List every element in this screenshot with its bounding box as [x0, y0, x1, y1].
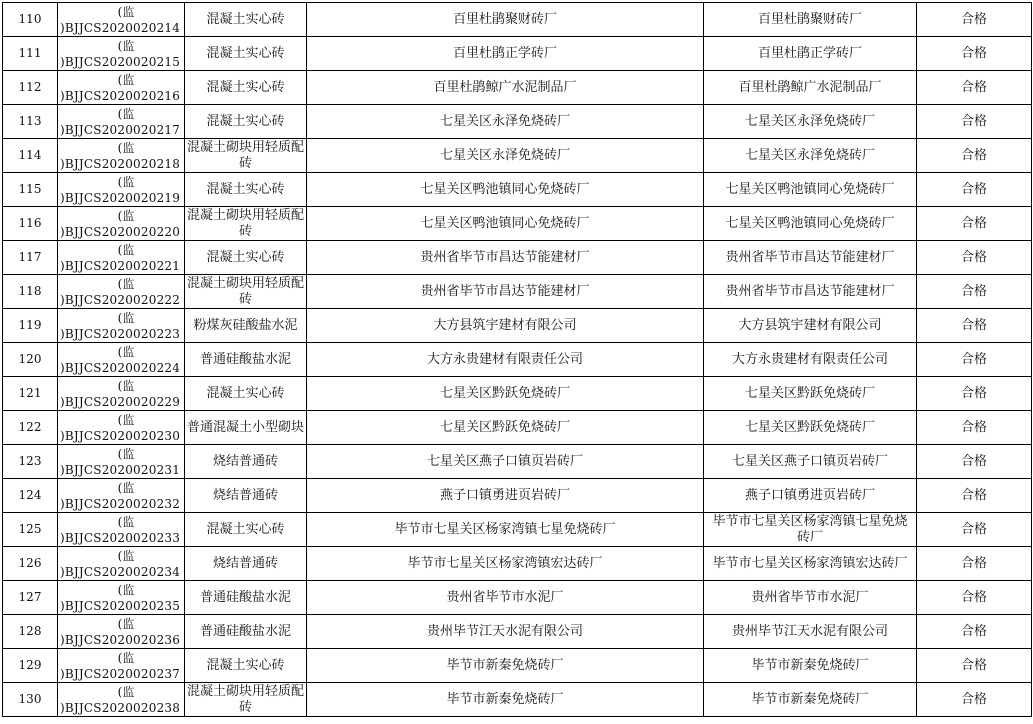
row-index-cell: 115 [3, 173, 58, 207]
result-cell: 合格 [917, 513, 1032, 547]
product-name-cell: 混凝土砌块用轻质配砖 [185, 139, 307, 173]
sampled-unit-cell: 百里杜鹃聚财砖厂 [704, 3, 917, 37]
result-cell: 合格 [917, 3, 1032, 37]
sample-code-number: )BJJCS2020020224 [60, 360, 181, 375]
table-body [3, 3, 1032, 717]
sample-code-cell [58, 683, 185, 717]
sample-code-prefix: (监 [117, 616, 135, 631]
product-name-cell: 普通硅酸盐水泥 [185, 343, 307, 377]
sampled-unit-cell: 大方永贵建材有限责任公司 [704, 343, 917, 377]
table-row [3, 241, 1032, 275]
product-name-cell: 混凝土实心砖 [185, 173, 307, 207]
row-index-cell: 118 [3, 275, 58, 309]
result-cell: 合格 [917, 683, 1032, 717]
sampled-unit-cell: 七星关区永泽免烧砖厂 [704, 139, 917, 173]
sample-code-number: )BJJCS2020020215 [60, 54, 181, 69]
product-name-cell: 烧结普通砖 [185, 479, 307, 513]
sample-code-prefix: (监 [117, 72, 135, 87]
sample-code-number: )BJJCS2020020229 [60, 394, 181, 409]
inspection-results-table [2, 2, 1032, 717]
result-cell: 合格 [917, 173, 1032, 207]
sample-code-prefix: (监 [117, 242, 135, 257]
manufacturer-cell: 七星关区鸭池镇同心免烧砖厂 [307, 173, 704, 207]
sample-code-number: )BJJCS2020020223 [60, 326, 181, 341]
row-index-cell: 119 [3, 309, 58, 343]
product-name-cell: 混凝土实心砖 [185, 105, 307, 139]
sampled-unit-cell: 七星关区鸭池镇同心免烧砖厂 [704, 207, 917, 241]
manufacturer-cell: 七星关区燕子口镇页岩砖厂 [307, 445, 704, 479]
sample-code-cell [58, 105, 185, 139]
manufacturer-cell: 百里杜鹃聚财砖厂 [307, 3, 704, 37]
sampled-unit-cell: 贵州省毕节市昌达节能建材厂 [704, 275, 917, 309]
product-name-cell: 粉煤灰硅酸盐水泥 [185, 309, 307, 343]
product-name-cell: 普通硅酸盐水泥 [185, 615, 307, 649]
sample-code-cell [58, 343, 185, 377]
sample-code-number: )BJJCS2020020234 [60, 564, 181, 579]
table-row [3, 309, 1032, 343]
sample-code-prefix: (监 [117, 344, 135, 359]
product-name-cell: 混凝土实心砖 [185, 37, 307, 71]
product-name-cell: 混凝土实心砖 [185, 3, 307, 37]
sample-code-number: )BJJCS2020020220 [60, 224, 181, 239]
manufacturer-cell: 毕节市七星关区杨家湾镇宏达砖厂 [307, 547, 704, 581]
sampled-unit-cell: 毕节市新秦免烧砖厂 [704, 683, 917, 717]
sample-code-cell [58, 275, 185, 309]
sample-code-number: )BJJCS2020020231 [60, 462, 181, 477]
sample-code-cell [58, 309, 185, 343]
sample-code-number: )BJJCS2020020232 [60, 496, 181, 511]
sampled-unit-cell: 贵州毕节江天水泥有限公司 [704, 615, 917, 649]
row-index-cell: 117 [3, 241, 58, 275]
sample-code-prefix: (监 [117, 4, 135, 19]
manufacturer-cell: 七星关区黔跃免烧砖厂 [307, 411, 704, 445]
sample-code-number: )BJJCS2020020236 [60, 632, 181, 647]
sample-code-cell [58, 207, 185, 241]
manufacturer-cell: 贵州毕节江天水泥有限公司 [307, 615, 704, 649]
sample-code-cell [58, 479, 185, 513]
table-row [3, 411, 1032, 445]
sample-code-cell [58, 377, 185, 411]
sample-code-prefix: (监 [117, 514, 135, 529]
table-row [3, 207, 1032, 241]
sample-code-cell [58, 173, 185, 207]
sampled-unit-cell: 百里杜鹃正学砖厂 [704, 37, 917, 71]
row-index-cell: 111 [3, 37, 58, 71]
product-name-cell: 混凝土砌块用轻质配砖 [185, 683, 307, 717]
sampled-unit-cell: 七星关区鸭池镇同心免烧砖厂 [704, 173, 917, 207]
table-row [3, 547, 1032, 581]
sample-code-prefix: (监 [117, 684, 135, 699]
result-cell: 合格 [917, 241, 1032, 275]
sampled-unit-cell: 毕节市七星关区杨家湾镇七星免烧砖厂 [704, 513, 917, 547]
product-name-cell: 混凝土实心砖 [185, 71, 307, 105]
sampled-unit-cell: 贵州省毕节市昌达节能建材厂 [704, 241, 917, 275]
sample-code-number: )BJJCS2020020222 [60, 292, 181, 307]
sample-code-cell [58, 139, 185, 173]
sample-code-prefix: (监 [117, 650, 135, 665]
manufacturer-cell: 毕节市新秦免烧砖厂 [307, 683, 704, 717]
result-cell: 合格 [917, 649, 1032, 683]
sample-code-prefix: (监 [117, 140, 135, 155]
table-row [3, 3, 1032, 37]
result-cell: 合格 [917, 139, 1032, 173]
manufacturer-cell: 七星关区永泽免烧砖厂 [307, 139, 704, 173]
manufacturer-cell: 毕节市新秦免烧砖厂 [307, 649, 704, 683]
sample-code-prefix: (监 [117, 38, 135, 53]
result-cell: 合格 [917, 445, 1032, 479]
result-cell: 合格 [917, 581, 1032, 615]
sample-code-cell [58, 445, 185, 479]
product-name-cell: 混凝土实心砖 [185, 649, 307, 683]
sample-code-cell [58, 71, 185, 105]
row-index-cell: 127 [3, 581, 58, 615]
result-cell: 合格 [917, 479, 1032, 513]
row-index-cell: 128 [3, 615, 58, 649]
sample-code-prefix: (监 [117, 412, 135, 427]
sample-code-number: )BJJCS2020020216 [60, 88, 181, 103]
table-row [3, 649, 1032, 683]
product-name-cell: 烧结普通砖 [185, 547, 307, 581]
sampled-unit-cell: 大方县筑宇建材有限公司 [704, 309, 917, 343]
sample-code-cell [58, 37, 185, 71]
result-cell: 合格 [917, 343, 1032, 377]
row-index-cell: 112 [3, 71, 58, 105]
row-index-cell: 125 [3, 513, 58, 547]
table-row [3, 37, 1032, 71]
table-row [3, 445, 1032, 479]
manufacturer-cell: 贵州省毕节市昌达节能建材厂 [307, 241, 704, 275]
sample-code-number: )BJJCS2020020218 [60, 156, 181, 171]
sample-code-number: )BJJCS2020020214 [60, 20, 181, 35]
sampled-unit-cell: 七星关区黔跃免烧砖厂 [704, 411, 917, 445]
result-cell: 合格 [917, 207, 1032, 241]
sample-code-cell [58, 411, 185, 445]
result-cell: 合格 [917, 411, 1032, 445]
manufacturer-cell: 大方县筑宇建材有限公司 [307, 309, 704, 343]
table-row [3, 71, 1032, 105]
sample-code-prefix: (监 [117, 276, 135, 291]
result-cell: 合格 [917, 377, 1032, 411]
result-cell: 合格 [917, 547, 1032, 581]
sample-code-prefix: (监 [117, 378, 135, 393]
result-cell: 合格 [917, 309, 1032, 343]
manufacturer-cell: 百里杜鹃正学砖厂 [307, 37, 704, 71]
row-index-cell: 124 [3, 479, 58, 513]
row-index-cell: 110 [3, 3, 58, 37]
sample-code-number: )BJJCS2020020237 [60, 666, 181, 681]
sampled-unit-cell: 燕子口镇勇进页岩砖厂 [704, 479, 917, 513]
product-name-cell: 普通硅酸盐水泥 [185, 581, 307, 615]
manufacturer-cell: 七星关区鸭池镇同心免烧砖厂 [307, 207, 704, 241]
table-row [3, 479, 1032, 513]
sample-code-prefix: (监 [117, 582, 135, 597]
sampled-unit-cell: 七星关区燕子口镇页岩砖厂 [704, 445, 917, 479]
sampled-unit-cell: 百里杜鹃鲸广水泥制品厂 [704, 71, 917, 105]
table-row [3, 615, 1032, 649]
manufacturer-cell: 毕节市七星关区杨家湾镇七星免烧砖厂 [307, 513, 704, 547]
result-cell: 合格 [917, 37, 1032, 71]
row-index-cell: 114 [3, 139, 58, 173]
row-index-cell: 126 [3, 547, 58, 581]
table-row [3, 683, 1032, 717]
product-name-cell: 普通混凝土小型砌块 [185, 411, 307, 445]
manufacturer-cell: 大方永贵建材有限责任公司 [307, 343, 704, 377]
row-index-cell: 113 [3, 105, 58, 139]
sample-code-prefix: (监 [117, 174, 135, 189]
result-cell: 合格 [917, 615, 1032, 649]
sample-code-number: )BJJCS2020020221 [60, 258, 181, 273]
sample-code-cell [58, 513, 185, 547]
sampled-unit-cell: 七星关区永泽免烧砖厂 [704, 105, 917, 139]
table-row [3, 343, 1032, 377]
product-name-cell: 烧结普通砖 [185, 445, 307, 479]
row-index-cell: 130 [3, 683, 58, 717]
table-row [3, 581, 1032, 615]
table-row [3, 173, 1032, 207]
table-row [3, 139, 1032, 173]
table-row [3, 513, 1032, 547]
row-index-cell: 123 [3, 445, 58, 479]
sample-code-cell [58, 615, 185, 649]
sample-code-prefix: (监 [117, 106, 135, 121]
row-index-cell: 121 [3, 377, 58, 411]
sample-code-cell [58, 3, 185, 37]
sample-code-number: )BJJCS2020020217 [60, 122, 181, 137]
result-cell: 合格 [917, 105, 1032, 139]
sample-code-number: )BJJCS2020020238 [60, 700, 181, 715]
result-cell: 合格 [917, 275, 1032, 309]
result-cell: 合格 [917, 71, 1032, 105]
sample-code-cell [58, 649, 185, 683]
manufacturer-cell: 燕子口镇勇进页岩砖厂 [307, 479, 704, 513]
row-index-cell: 129 [3, 649, 58, 683]
sampled-unit-cell: 毕节市七星关区杨家湾镇宏达砖厂 [704, 547, 917, 581]
manufacturer-cell: 百里杜鹃鲸广水泥制品厂 [307, 71, 704, 105]
table-row [3, 275, 1032, 309]
manufacturer-cell: 贵州省毕节市昌达节能建材厂 [307, 275, 704, 309]
manufacturer-cell: 贵州省毕节市水泥厂 [307, 581, 704, 615]
row-index-cell: 122 [3, 411, 58, 445]
product-name-cell: 混凝土实心砖 [185, 241, 307, 275]
product-name-cell: 混凝土实心砖 [185, 377, 307, 411]
sample-code-number: )BJJCS2020020235 [60, 598, 181, 613]
sampled-unit-cell: 七星关区黔跃免烧砖厂 [704, 377, 917, 411]
sample-code-prefix: (监 [117, 310, 135, 325]
sample-code-prefix: (监 [117, 548, 135, 563]
sample-code-number: )BJJCS2020020233 [60, 530, 181, 545]
table-row [3, 105, 1032, 139]
sample-code-prefix: (监 [117, 480, 135, 495]
sample-code-number: )BJJCS2020020230 [60, 428, 181, 443]
sample-code-number: )BJJCS2020020219 [60, 190, 181, 205]
sample-code-prefix: (监 [117, 446, 135, 461]
sampled-unit-cell: 贵州省毕节市水泥厂 [704, 581, 917, 615]
row-index-cell: 116 [3, 207, 58, 241]
sampled-unit-cell: 毕节市新秦免烧砖厂 [704, 649, 917, 683]
sample-code-cell [58, 547, 185, 581]
product-name-cell: 混凝土砌块用轻质配砖 [185, 207, 307, 241]
sample-code-prefix: (监 [117, 208, 135, 223]
sample-code-cell [58, 241, 185, 275]
sample-code-cell [58, 581, 185, 615]
manufacturer-cell: 七星关区黔跃免烧砖厂 [307, 377, 704, 411]
manufacturer-cell: 七星关区永泽免烧砖厂 [307, 105, 704, 139]
row-index-cell: 120 [3, 343, 58, 377]
product-name-cell: 混凝土实心砖 [185, 513, 307, 547]
table-row [3, 377, 1032, 411]
product-name-cell: 混凝土砌块用轻质配砖 [185, 275, 307, 309]
